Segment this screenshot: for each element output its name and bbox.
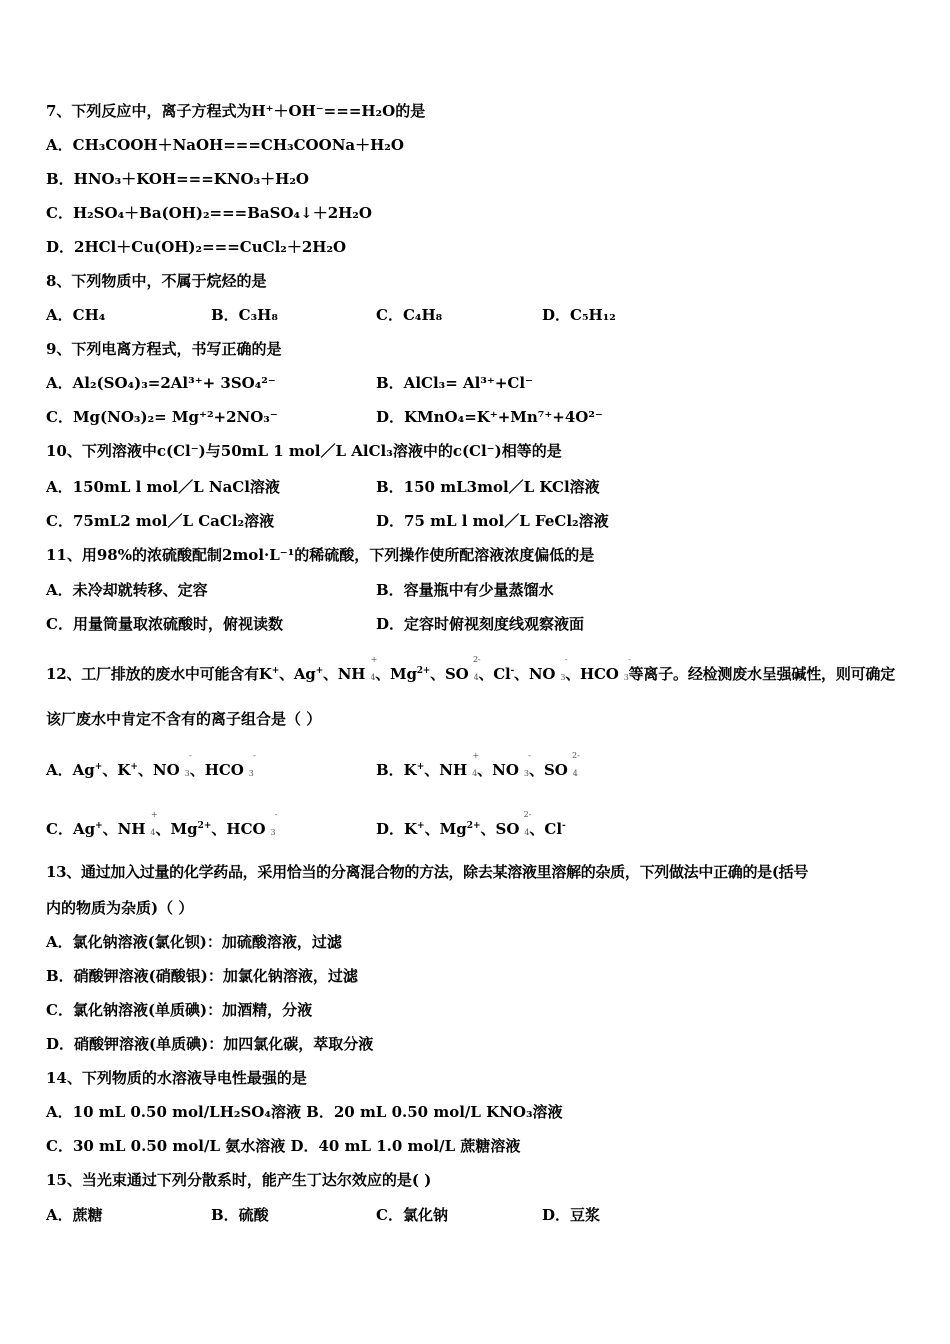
q14-options-ab: A．10 mL 0.50 mol/LH₂SO₄溶液 B．20 mL 0.50 mol/L KNO₃溶液 [46, 1103, 563, 1121]
ion-text: 、NO [477, 761, 519, 779]
ion-text: 、Cl [529, 820, 563, 838]
charge: + [271, 666, 280, 676]
ion-text: 、NO [514, 665, 556, 683]
q12-stem [46, 655, 896, 684]
q13-stem: 13、通过加入过量的化学药品，采用恰当的分离混合物的方法，除去某溶液里溶解的杂质，下列做法中正确的是(括号 [46, 863, 809, 881]
charge: - [274, 810, 278, 819]
ion-so4 [528, 751, 580, 780]
q12-options-row1 [46, 751, 906, 780]
q12-ion-mg: 、Mg [375, 665, 417, 683]
q9-options-row1 [46, 373, 906, 393]
subscript: 3 [523, 769, 529, 778]
q11-options-row1 [46, 580, 906, 600]
ion-so4 [480, 810, 532, 839]
ion-text: 、K [102, 761, 131, 779]
q13-option-a: A．氯化钠溶液(氯化钡)：加硫酸溶液，过滤 [46, 933, 342, 951]
q11-option-a: A．未冷却就转移、定容 [46, 581, 208, 599]
ion-no3 [137, 751, 192, 780]
ion-nh4 [322, 655, 378, 684]
ion-hco3 [211, 810, 278, 839]
label: D．K [376, 820, 418, 838]
charge: 2- [523, 810, 532, 819]
charge: + [315, 666, 323, 676]
q12-ion-ag: 、Ag [279, 665, 316, 683]
q15-option-d: D．豆浆 [542, 1206, 601, 1224]
q13-stem-line2: 内的物质为杂质)（ ） [46, 899, 194, 917]
subscript: 4 [572, 769, 578, 778]
subscript: 4 [473, 673, 479, 682]
ion-text: 、NH [102, 820, 146, 838]
q9-option-b: B．AlCl₃= Al³⁺+Cl⁻ [376, 374, 533, 392]
q10-option-a: A．150mL l mol／L NaCl溶液 [46, 478, 280, 496]
q13-option-d: D．硝酸钾溶液(单质碘)：加四氯化碳，萃取分液 [46, 1035, 374, 1053]
q10-option-d: D．75 mL l mol／L FeCl₂溶液 [376, 512, 609, 530]
q15-option-a: A．蔗糖 [46, 1206, 103, 1224]
charge: + [130, 762, 138, 772]
label: A．Ag [46, 761, 95, 779]
q9-option-a: A．Al₂(SO₄)₃=2Al³⁺+ 3SO₄²⁻ [46, 374, 276, 392]
ion-text: 、NO [137, 761, 180, 779]
label: B．K [376, 761, 417, 779]
q14-stem: 14、下列物质的水溶液导电性最强的是 [46, 1069, 307, 1087]
q7-option-c: C．H₂SO₄＋Ba(OH)₂===BaSO₄↓＋2H₂O [46, 204, 372, 222]
charge: - [510, 666, 515, 676]
q15-stem: 15、当光束通过下列分散系时，能产生丁达尔效应的是( ) [46, 1171, 432, 1189]
q12-stem-start: 12、工厂排放的废水中可能含有K [46, 665, 272, 683]
subscript: 3 [248, 769, 254, 778]
q8-option-c: C．C₄H₈ [376, 306, 443, 324]
ion-nh4 [102, 810, 158, 839]
q13-option-c: C．氯化钠溶液(单质碘)：加酒精，分液 [46, 1001, 313, 1019]
q11-option-c: C．用量筒量取浓硫酸时，俯视读数 [46, 615, 283, 633]
subscript: 3 [623, 673, 629, 682]
charge: + [150, 810, 158, 819]
charge: - [564, 655, 568, 664]
charge: + [416, 762, 425, 772]
charge: + [370, 655, 378, 664]
ion-text: 、SO [480, 820, 520, 838]
charge: 2+ [416, 666, 431, 676]
charge: 2+ [197, 821, 212, 831]
ion-text: 、NH [322, 665, 366, 683]
charge: + [417, 821, 425, 831]
charge: - [628, 655, 631, 664]
q11-option-b: B．容量瓶中有少量蒸馏水 [376, 581, 554, 599]
ion-text: 、HCO [211, 820, 266, 838]
charge: - [188, 751, 192, 760]
q12-options-row2 [46, 810, 906, 839]
subscript: 4 [150, 828, 156, 837]
q9-options-row2 [46, 407, 906, 427]
ion-text: 、Mg [155, 820, 198, 838]
subscript: 3 [560, 673, 566, 682]
subscript: 3 [270, 828, 276, 837]
charge: 2+ [466, 821, 481, 831]
ion-text: 、Mg [424, 820, 467, 838]
subscript: 4 [370, 673, 376, 682]
q12-option-c [46, 810, 278, 838]
charge: 2- [473, 655, 481, 664]
q8-option-b: B．C₃H₈ [211, 306, 278, 324]
label: C．Ag [46, 820, 96, 838]
subscript: 3 [184, 769, 190, 778]
ion-text: 、SO [430, 665, 469, 683]
q7-stem: 7、下列反应中，离子方程式为H⁺＋OH⁻===H₂O的是 [46, 102, 426, 120]
charge: - [253, 751, 256, 760]
charge: + [94, 762, 103, 772]
q8-option-d: D．C₅H₁₂ [542, 306, 616, 324]
ion-no3 [477, 751, 531, 780]
q7-option-a: A．CH₃COOH＋NaOH===CH₃COONa＋H₂O [46, 136, 404, 154]
q13-option-b: B．硝酸钾溶液(硝酸银)：加氯化钠溶液，过滤 [46, 967, 358, 985]
q15-option-b: B．硫酸 [211, 1206, 269, 1224]
ion-no3 [514, 655, 568, 684]
q10-option-b: B．150 mL3mol／L KCl溶液 [376, 478, 600, 496]
q10-option-c: C．75mL2 mol／L CaCl₂溶液 [46, 512, 275, 530]
q11-option-d: D．定容时俯视刻度线观察液面 [376, 615, 585, 633]
subscript: 4 [524, 828, 530, 837]
q12-stem-line2: 该厂废水中肯定不含有的离子组合是（ ） [46, 710, 322, 728]
q8-options [46, 305, 906, 325]
ion-text: 、SO [528, 761, 568, 779]
charge: - [562, 821, 566, 831]
q15-option-c: C．氯化钠 [376, 1206, 448, 1224]
q12-ion-cl: 、Cl [478, 665, 511, 683]
q8-stem: 8、下列物质中，不属于烷烃的是 [46, 272, 267, 290]
ion-text: 、NH [424, 761, 468, 779]
q11-stem: 11、用98%的浓硫酸配制2mol·L⁻¹的稀硫酸，下列操作使所配溶液浓度偏低的是 [46, 546, 595, 564]
subscript: 4 [472, 769, 478, 778]
q11-options-row2 [46, 614, 906, 634]
q9-option-d: D．KMnO₄=K⁺+Mn⁷⁺+4O²⁻ [376, 408, 603, 426]
q12-option-d [376, 810, 566, 839]
charge: + [472, 751, 480, 760]
ion-so4 [430, 655, 481, 684]
q10-options-row1 [46, 477, 906, 497]
q10-options-row2 [46, 511, 906, 531]
q15-options [46, 1205, 906, 1225]
q8-option-a: A．CH₄ [46, 306, 106, 324]
q9-stem: 9、下列电离方程式，书写正确的是 [46, 340, 282, 358]
q7-option-d: D．2HCl＋Cu(OH)₂===CuCl₂＋2H₂O [46, 238, 347, 256]
q9-option-c: C．Mg(NO₃)₂= Mg⁺²+2NO₃⁻ [46, 408, 278, 426]
ion-hco3 [565, 655, 631, 684]
ion-text: 、HCO [565, 665, 619, 683]
q10-stem: 10、下列溶液中c(Cl⁻)与50mL 1 mol／L AlCl₃溶液中的c(Cl⁻)相等的是 [46, 442, 562, 460]
q14-options-cd: C．30 mL 0.50 mol/L 氨水溶液 D．40 mL 1.0 mol/L 蔗糖溶液 [46, 1137, 521, 1155]
ion-text: 、HCO [189, 761, 244, 779]
ion-hco3 [189, 751, 256, 780]
charge: + [95, 821, 103, 831]
q12-option-b [376, 751, 580, 780]
charge: - [528, 751, 531, 760]
ion-nh4 [424, 751, 480, 780]
q12-option-a [46, 751, 256, 779]
q12-stem-end: 等离子。经检测废水呈强碱性，则可确定 [628, 665, 896, 683]
q7-option-b: B．HNO₃＋KOH===KNO₃＋H₂O [46, 170, 309, 188]
charge: 2- [572, 751, 580, 760]
